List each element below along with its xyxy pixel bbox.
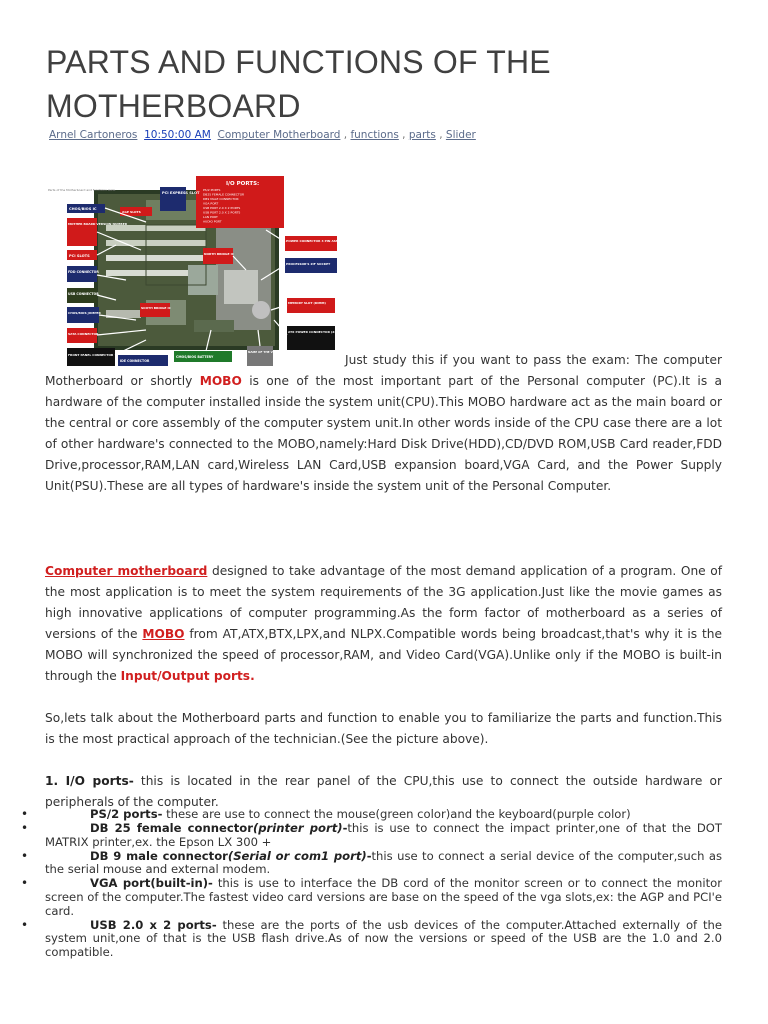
list-item	[21, 876, 722, 918]
figure-label: AGP SLOTS	[122, 210, 141, 214]
label-box	[67, 266, 97, 282]
bullet-dot: •	[21, 807, 29, 821]
io-ports-highlight: Input/Output ports	[120, 669, 251, 683]
paragraph-text: from AT,ATX,BTX,LPX,and NLPX.Compatible words being broadcast,that's why it is the MOBO will synchronized the speed of processor,RAM, and Video Card(VGA).Unlike only if the MOBO is built-in through the	[45, 627, 723, 683]
figure-label: POWER CONNECTOR 4 PIN ASSIGNMENTS	[286, 239, 356, 243]
figure-label: PROCESSOR'S ZIF SOCKET	[286, 262, 331, 266]
label-link[interactable]: Slider	[445, 129, 476, 141]
figure-label: CMOS/BIOS BATTERY	[176, 355, 214, 359]
io-ports-title: I/O PORTS:	[226, 181, 260, 187]
paragraph-text: .	[250, 669, 255, 683]
item-term: VGA port(built-in)-	[90, 876, 213, 891]
io-port-item: DB25 FEMALE CONNECTOR	[203, 192, 245, 197]
mobo-highlight: MOBO	[199, 374, 242, 388]
bullet-dot: •	[21, 876, 29, 891]
label-separator: ,	[402, 129, 406, 141]
item-term: USB 2.0 x 2 ports-	[90, 917, 217, 932]
list-item	[21, 917, 722, 960]
figure-label: FDD CONNECTOR	[68, 270, 99, 274]
mobo-link[interactable]: MOBO	[142, 627, 185, 641]
list-item	[21, 848, 722, 877]
item-term: DB 25 female connector	[90, 821, 253, 836]
item-text: this is use to interface the DB cord of the monitor screen or to connect the monitor screen of the computer.The fastest video card versions are base on the speed of the vga slots,ex: the AGP and PCI'e card.	[45, 876, 722, 918]
figure-label: FRONT PANEL CONNECTOR	[68, 353, 114, 357]
figure-label: NAME OF THE VENDOR	[248, 350, 284, 354]
item-text: these are the ports of the usb devices of the computer.Attached externally of the system unit,one of that is the USB flash drive.As of now the versions or speed of the USB are the 1.0 and 2.0 compatible.	[45, 917, 722, 959]
figure-label: SOUTH BRIDGE IC	[141, 306, 171, 310]
label-link[interactable]: parts	[408, 129, 436, 141]
figure-label: ATX POWER CONNECTOR (24 PIN ASSIGNMENTS)	[288, 330, 371, 334]
bullet-dot: •	[21, 917, 29, 932]
paragraph-text: designed to take advantage of the most demand application of a program. One of the most application is to meet the system requirements of the 3G application.Just like the movie games as high innovative applications of computer programming.As the form factor of motherboard as a series of versions of the	[45, 564, 722, 641]
figure-label: MEMORY SLOT (DIMM)	[288, 301, 326, 305]
figure-label: NORTH BRIDGE IC	[204, 252, 234, 256]
item-term: PS/2 ports-	[90, 807, 163, 821]
io-port-item: DB9 MALE CONNECTOR	[203, 197, 239, 201]
intro-lead: Just study this if you want to pass the exam: The computer Motherboard or shortly	[45, 353, 722, 388]
io-port-item: USB PORT 2.0 X 2 PORTS	[203, 210, 241, 215]
paragraph-intro-parts: So,lets talk about the Motherboard parts and function to enable you to familiarize the parts and function.This is the most practical approach of the technician.(See the picture above).	[45, 711, 722, 746]
io-port-item: LAN PORT	[203, 215, 218, 219]
label-link[interactable]: Computer Motherboard	[217, 129, 341, 141]
io-ports-heading: 1. I/O ports-	[45, 774, 134, 788]
item-text: this is use to connect the impact printer,one of that the DOT MATRIX printer,ex. the Epson LX 300 +	[45, 821, 722, 849]
label-separator: ,	[343, 129, 348, 141]
figure-label: CHOS/BIOS JUMPER	[68, 311, 101, 315]
figure-label: PCI SLOTS	[69, 254, 90, 258]
list-item	[21, 821, 722, 849]
figure-label: USB CONNECTOR	[68, 292, 99, 296]
item-term: -	[342, 821, 348, 836]
figure-label: CHOS/BIOS IC	[69, 207, 97, 211]
io-port-item: USB PORT 2.0 X 2 PORTS	[203, 206, 241, 210]
io-port-item: AUDIO PORT	[203, 219, 222, 224]
intro-paragraph	[45, 350, 722, 497]
paragraph-motherboard-design	[45, 561, 722, 687]
label-box	[67, 307, 99, 323]
figure-label: MOTHER BOARD VERSION NUMBER	[68, 222, 128, 226]
intro-rest: is one of the most important part of the Personal computer (PC).It is a hardware of the computer installed inside the system unit(CPU).This MOBO hardware act as the main board or the central or core assembly of the computer system unit.In other words inside of the CPU case there are a lot of other hardware's connected to the MOBO,namely:Hard Disk Drive(HDD),CD/DVD ROM,USB Card reader,FDD Drive,processor,RAM,LAN card,Wireless LAN Card,USB expansion board,VGA Card, and the Power Supply Unit(PSU).These are all types of hardware's inside the system unit of the Personal Computer.	[45, 374, 723, 493]
bullet-dot: •	[21, 848, 29, 863]
post-meta	[49, 129, 476, 141]
page-title: PARTS AND FUNCTIONS OF THE MOTHERBOARD	[46, 44, 551, 124]
label-separator: ,	[439, 129, 443, 141]
figure-label: SATA CONNECTOR	[68, 332, 99, 336]
item-note: (Serial or com1 port)	[227, 848, 367, 863]
label-box	[203, 248, 233, 264]
item-term: DB 9 male connector	[90, 848, 228, 863]
item-term: -	[366, 848, 372, 863]
label-link[interactable]: functions	[350, 129, 399, 141]
io-ports-text: this is located in the rear panel of the CPU,this use to connect the outside hardware or peripherals of the computer.	[45, 774, 722, 809]
motherboard-diagram	[46, 170, 371, 368]
author-link[interactable]: Arnel Cartoneros	[49, 129, 138, 141]
list-item	[21, 807, 722, 822]
io-port-item: VGA PORT	[203, 201, 219, 206]
timestamp-link[interactable]: 10:50:00 AM	[144, 129, 211, 141]
figure-caption: Parts of the Motherboard and functions www.	[48, 188, 116, 192]
item-text: this use to connect a serial device of the computer,such as the serial mouse and external modem.	[45, 848, 722, 877]
figure-label: PCI EXPRESS SLOT	[162, 191, 200, 195]
io-ports-list	[21, 807, 722, 960]
bullet-dot: •	[21, 821, 29, 836]
io-port-item: PS/2 PORTS	[203, 188, 221, 192]
computer-motherboard-link[interactable]: Computer motherboard	[45, 564, 208, 578]
figure-label: IDE CONNECTOR	[120, 359, 150, 363]
item-text: these are use to connect the mouse(green color)and the keyboard(purple color)	[162, 807, 631, 821]
item-note: (printer port)	[252, 821, 343, 836]
